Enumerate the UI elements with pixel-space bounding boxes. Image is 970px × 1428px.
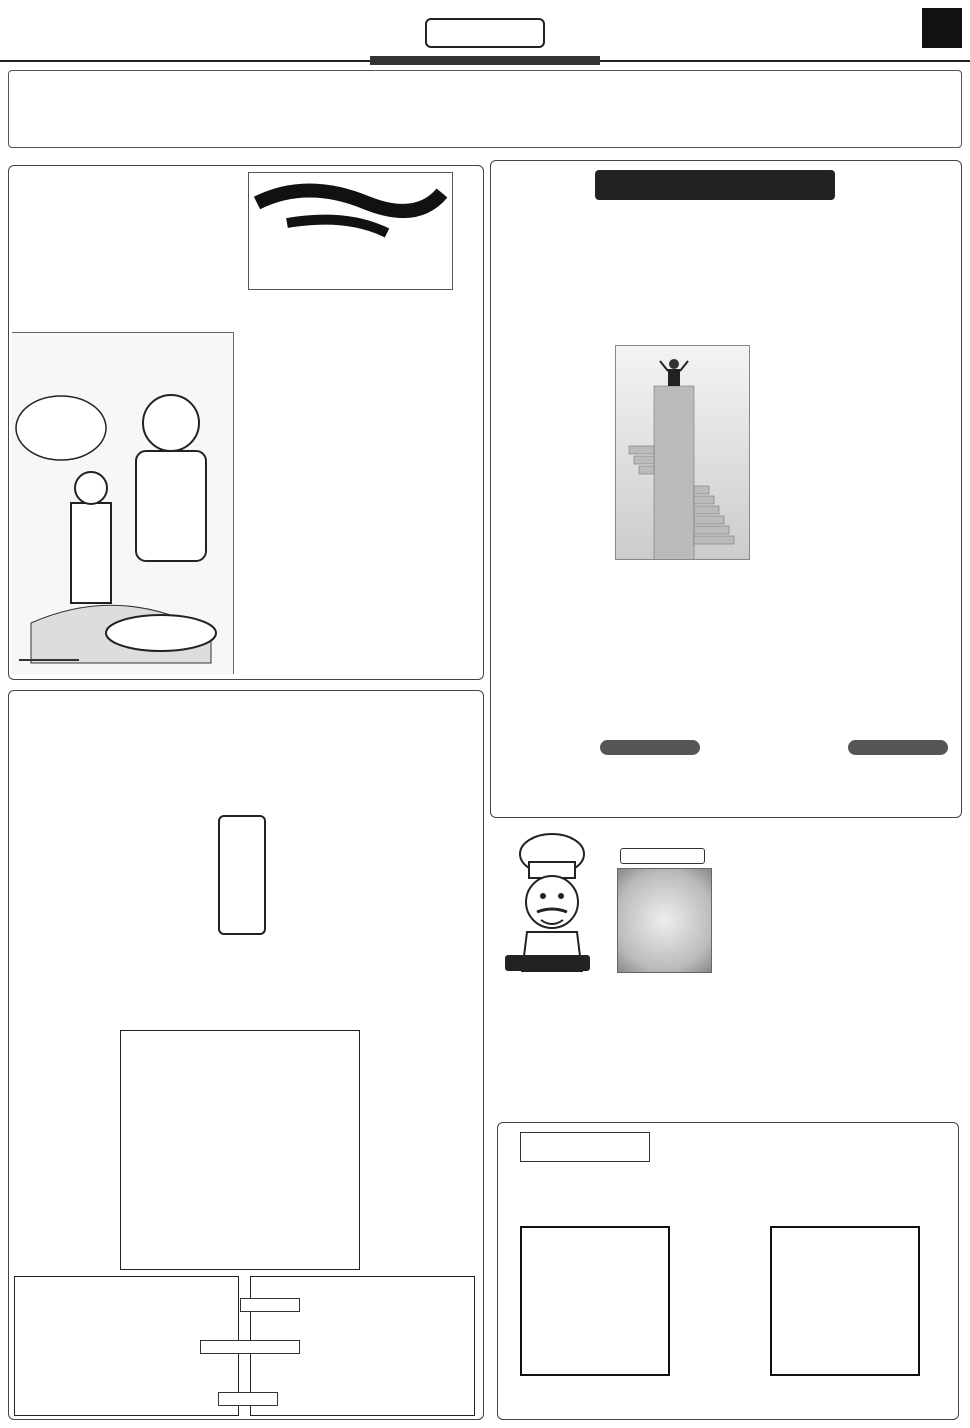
cartoon-credit bbox=[19, 659, 79, 661]
special-clues-tab[interactable] bbox=[600, 740, 700, 755]
page-number bbox=[922, 8, 962, 48]
article-column bbox=[622, 270, 730, 345]
crossword-number-badge bbox=[218, 815, 266, 935]
cooking-label bbox=[505, 955, 590, 971]
chef-illustration bbox=[497, 832, 607, 972]
humor-logo bbox=[248, 172, 453, 290]
joke-text bbox=[499, 198, 954, 228]
fact-item bbox=[295, 92, 440, 162]
kenken-puzzle-grid[interactable] bbox=[520, 1226, 670, 1376]
section-title bbox=[425, 18, 545, 48]
fact-item bbox=[705, 92, 850, 162]
row-numbers bbox=[362, 1030, 374, 1270]
crossword-grid[interactable] bbox=[120, 1030, 360, 1270]
kenken-logo bbox=[520, 1132, 650, 1162]
masthead-strip bbox=[370, 56, 600, 65]
solution-label bbox=[200, 1340, 300, 1354]
newspaper-logo bbox=[8, 8, 103, 56]
fact-item bbox=[35, 92, 205, 162]
solution-normal-label bbox=[240, 1298, 300, 1312]
kebab-photo bbox=[617, 868, 712, 973]
recipe-title bbox=[620, 848, 705, 864]
cartoon-image bbox=[12, 332, 234, 674]
staircase-image bbox=[615, 345, 750, 560]
kenken-answer-grid bbox=[770, 1226, 920, 1376]
solution-special-label bbox=[218, 1392, 278, 1406]
article-title bbox=[595, 170, 835, 200]
fact-item bbox=[495, 92, 640, 162]
column-numbers bbox=[120, 1018, 360, 1028]
masthead bbox=[0, 0, 970, 62]
normal-clues-tab[interactable] bbox=[848, 740, 948, 755]
